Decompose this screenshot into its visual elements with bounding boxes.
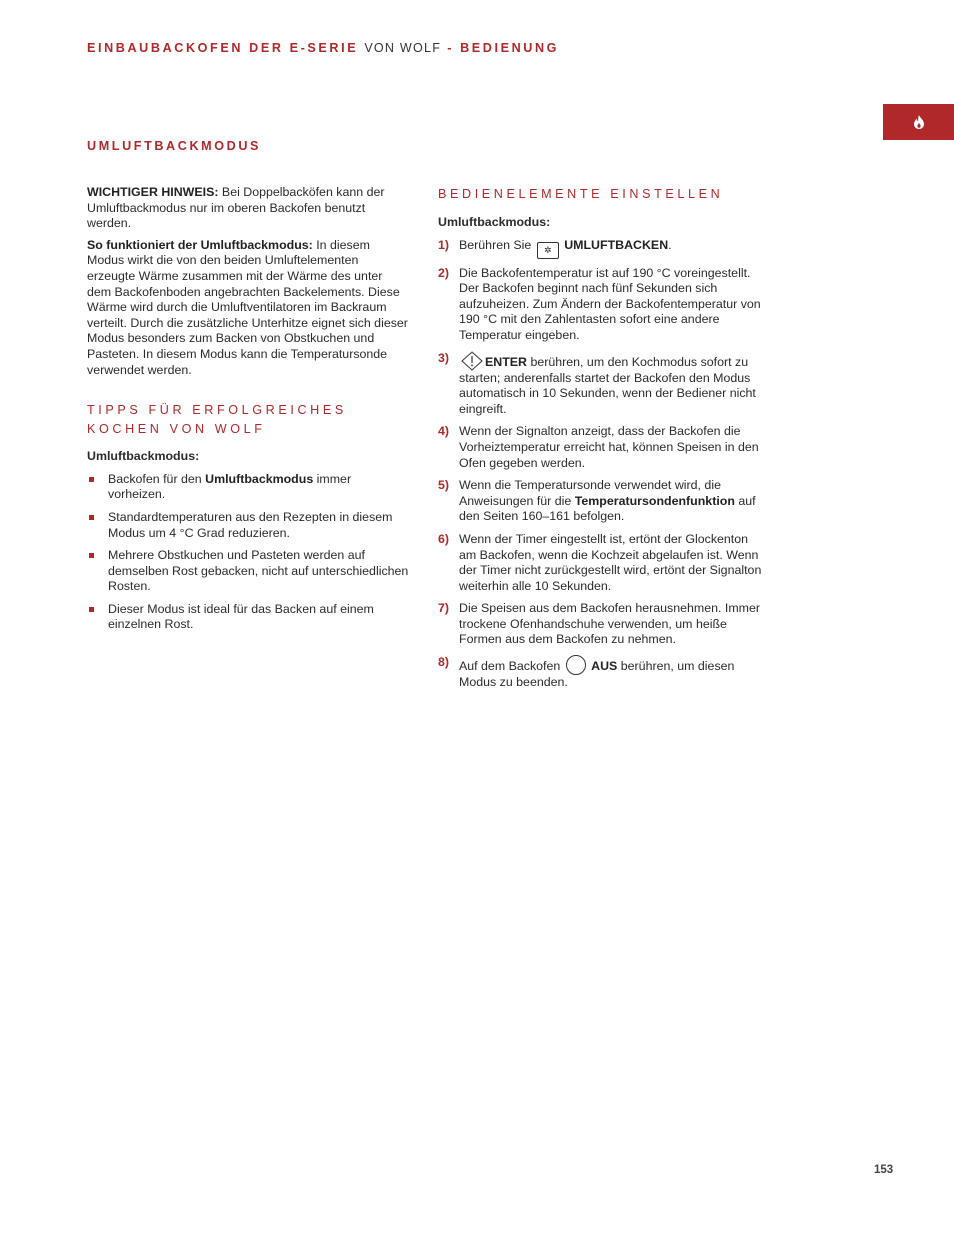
list-item [87, 548, 409, 595]
bullet-text: Dieser Modus ist ideal für das Backen auf einem einzelnen Rost. [108, 601, 374, 632]
step-text: Wenn der Timer eingestellt ist, ertönt der Glockenton am Backofen, wenn die Kochzeit abgelaufen ist. Wenn der Timer nicht zurückgestellt wird, ertönt der Signalton weiterhin alle 10 Sekunden. [459, 531, 762, 593]
step-number: 5) [438, 478, 450, 493]
how-label: So funktioniert der Umluftbackmodus: [87, 237, 313, 252]
step-text: Wenn der Signalton anzeigt, dass der Backofen die Vorheiztemperatur erreicht hat, können Speisen in den Ofen gegeben werden. [459, 424, 759, 470]
bullet-text: Mehrere Obstkuchen und Pasteten werden auf demselben Rost gebacken, nicht auf unterschiedlichen Rosten. [108, 548, 409, 594]
step-bold: ENTER [485, 354, 527, 369]
section-tab [883, 104, 954, 140]
step-text: berühren, um den Kochmodus sofort zu starten; anderenfalls startet der Backofen den Modus automatisch in 10 Sekunden, wenn der Bediener nicht eingreift. [459, 354, 756, 416]
step-number: 6) [438, 531, 450, 546]
flame-icon [913, 115, 925, 129]
step-number: 2) [438, 265, 450, 280]
tips-mode-label: Umluftbackmodus: [87, 449, 200, 464]
step-bold: AUS [591, 659, 618, 674]
running-header [87, 41, 559, 57]
bullet-text: immer vorheizen. [108, 471, 352, 502]
list-item [438, 655, 763, 691]
list-item [87, 510, 409, 541]
note-label: WICHTIGER HINWEIS: [87, 185, 219, 199]
step-number: 4) [438, 424, 450, 439]
bullet-text: Backofen für den [108, 471, 206, 486]
enter-diamond-icon [461, 351, 483, 371]
step-text: auf den Seiten 160–161 befolgen. [459, 493, 756, 524]
list-item [87, 472, 409, 503]
convection-fan-icon: ✲ [537, 242, 559, 259]
header-title: EINBAUBACKOFEN DER E-SERIE [87, 41, 359, 55]
bullet-text: Standardtemperaturen aus den Rezepten in diesem Modus um 4 °C Grad reduzieren. [108, 509, 393, 540]
list-item [438, 478, 763, 525]
list-item [87, 602, 409, 633]
step-text: Berühren Sie [459, 237, 535, 252]
list-item [438, 424, 763, 471]
step-text: Wenn die Temperatursonde verwendet wird, die Anweisungen für die [459, 478, 721, 508]
step-text: . [668, 237, 672, 252]
controls-mode-label: Umluftbackmodus: [438, 215, 551, 229]
steps-list [438, 238, 763, 691]
controls-heading: BEDIENELEMENTE EINSTELLEN [438, 187, 724, 201]
list-item [438, 351, 763, 418]
step-text: Auf dem Backofen [459, 659, 564, 674]
step-number: 8) [438, 655, 450, 670]
bullet-square-icon [89, 515, 94, 520]
header-section: - BEDIENUNG [447, 41, 560, 55]
step-text: Die Speisen aus dem Backofen herausnehmen. Immer trockene Ofenhandschuhe verwenden, um heiße Formen aus dem Backofen zu nehmen. [459, 601, 760, 647]
off-button-circle-icon [566, 655, 586, 675]
step-text: berühren, um diesen Modus zu beenden. [459, 659, 735, 690]
section-title: UMLUFTBACKMODUS [87, 139, 262, 153]
list-item [438, 601, 763, 648]
list-item [438, 532, 763, 594]
page-number: 153 [874, 1164, 894, 1176]
step-number: 3) [438, 350, 450, 365]
how-text: In diesem Modus wirkt die von den beiden Umluftelementen erzeugte Wärme zusammen mit der Wärme des unter dem Backofenboden angebrachten Backelements. Diese Wärme wird durch die Umluftventilatoren im Backraum verteilt. Durch die zusätzliche Unterhitze eignet sich dieser Modus besonders zum Backen von Obstkuchen und Pasteten. In diesem Modus kann die Temperatursonde verwendet werden. [87, 237, 408, 377]
step-bold: Temperatursondenfunktion [574, 493, 735, 508]
header-brand: VON WOLF [364, 41, 442, 55]
bullet-square-icon [89, 477, 94, 482]
how-it-works [87, 238, 409, 378]
step-bold: UMLUFTBACKEN [564, 237, 669, 252]
note-text: Bei Doppelbacköfen kann der Umluftbackmodus nur im oberen Backofen benutzt werden. [87, 185, 385, 231]
list-item [438, 238, 763, 259]
step-number: 1) [438, 237, 450, 252]
step-number: 7) [438, 601, 450, 616]
list-item [438, 266, 763, 344]
step-text: Die Backofentemperatur ist auf 190 °C voreingestellt. Der Backofen beginnt nach fünf Sekunden sich aufzuheizen. Zum Ändern der Backofentemperatur von 190 °C mit den Zahlentasten sofort eine andere Temperatur eingeben. [459, 265, 761, 342]
tips-list [87, 472, 409, 633]
bullet-bold: Umluftbackmodus [205, 471, 314, 486]
bullet-square-icon [89, 553, 94, 558]
left-column [87, 185, 409, 640]
tips-heading: TIPPS FÜR ERFOLGREICHES KOCHEN VON WOLF [87, 403, 347, 437]
right-column [438, 185, 763, 698]
important-note [87, 185, 409, 232]
bullet-square-icon [89, 607, 94, 612]
